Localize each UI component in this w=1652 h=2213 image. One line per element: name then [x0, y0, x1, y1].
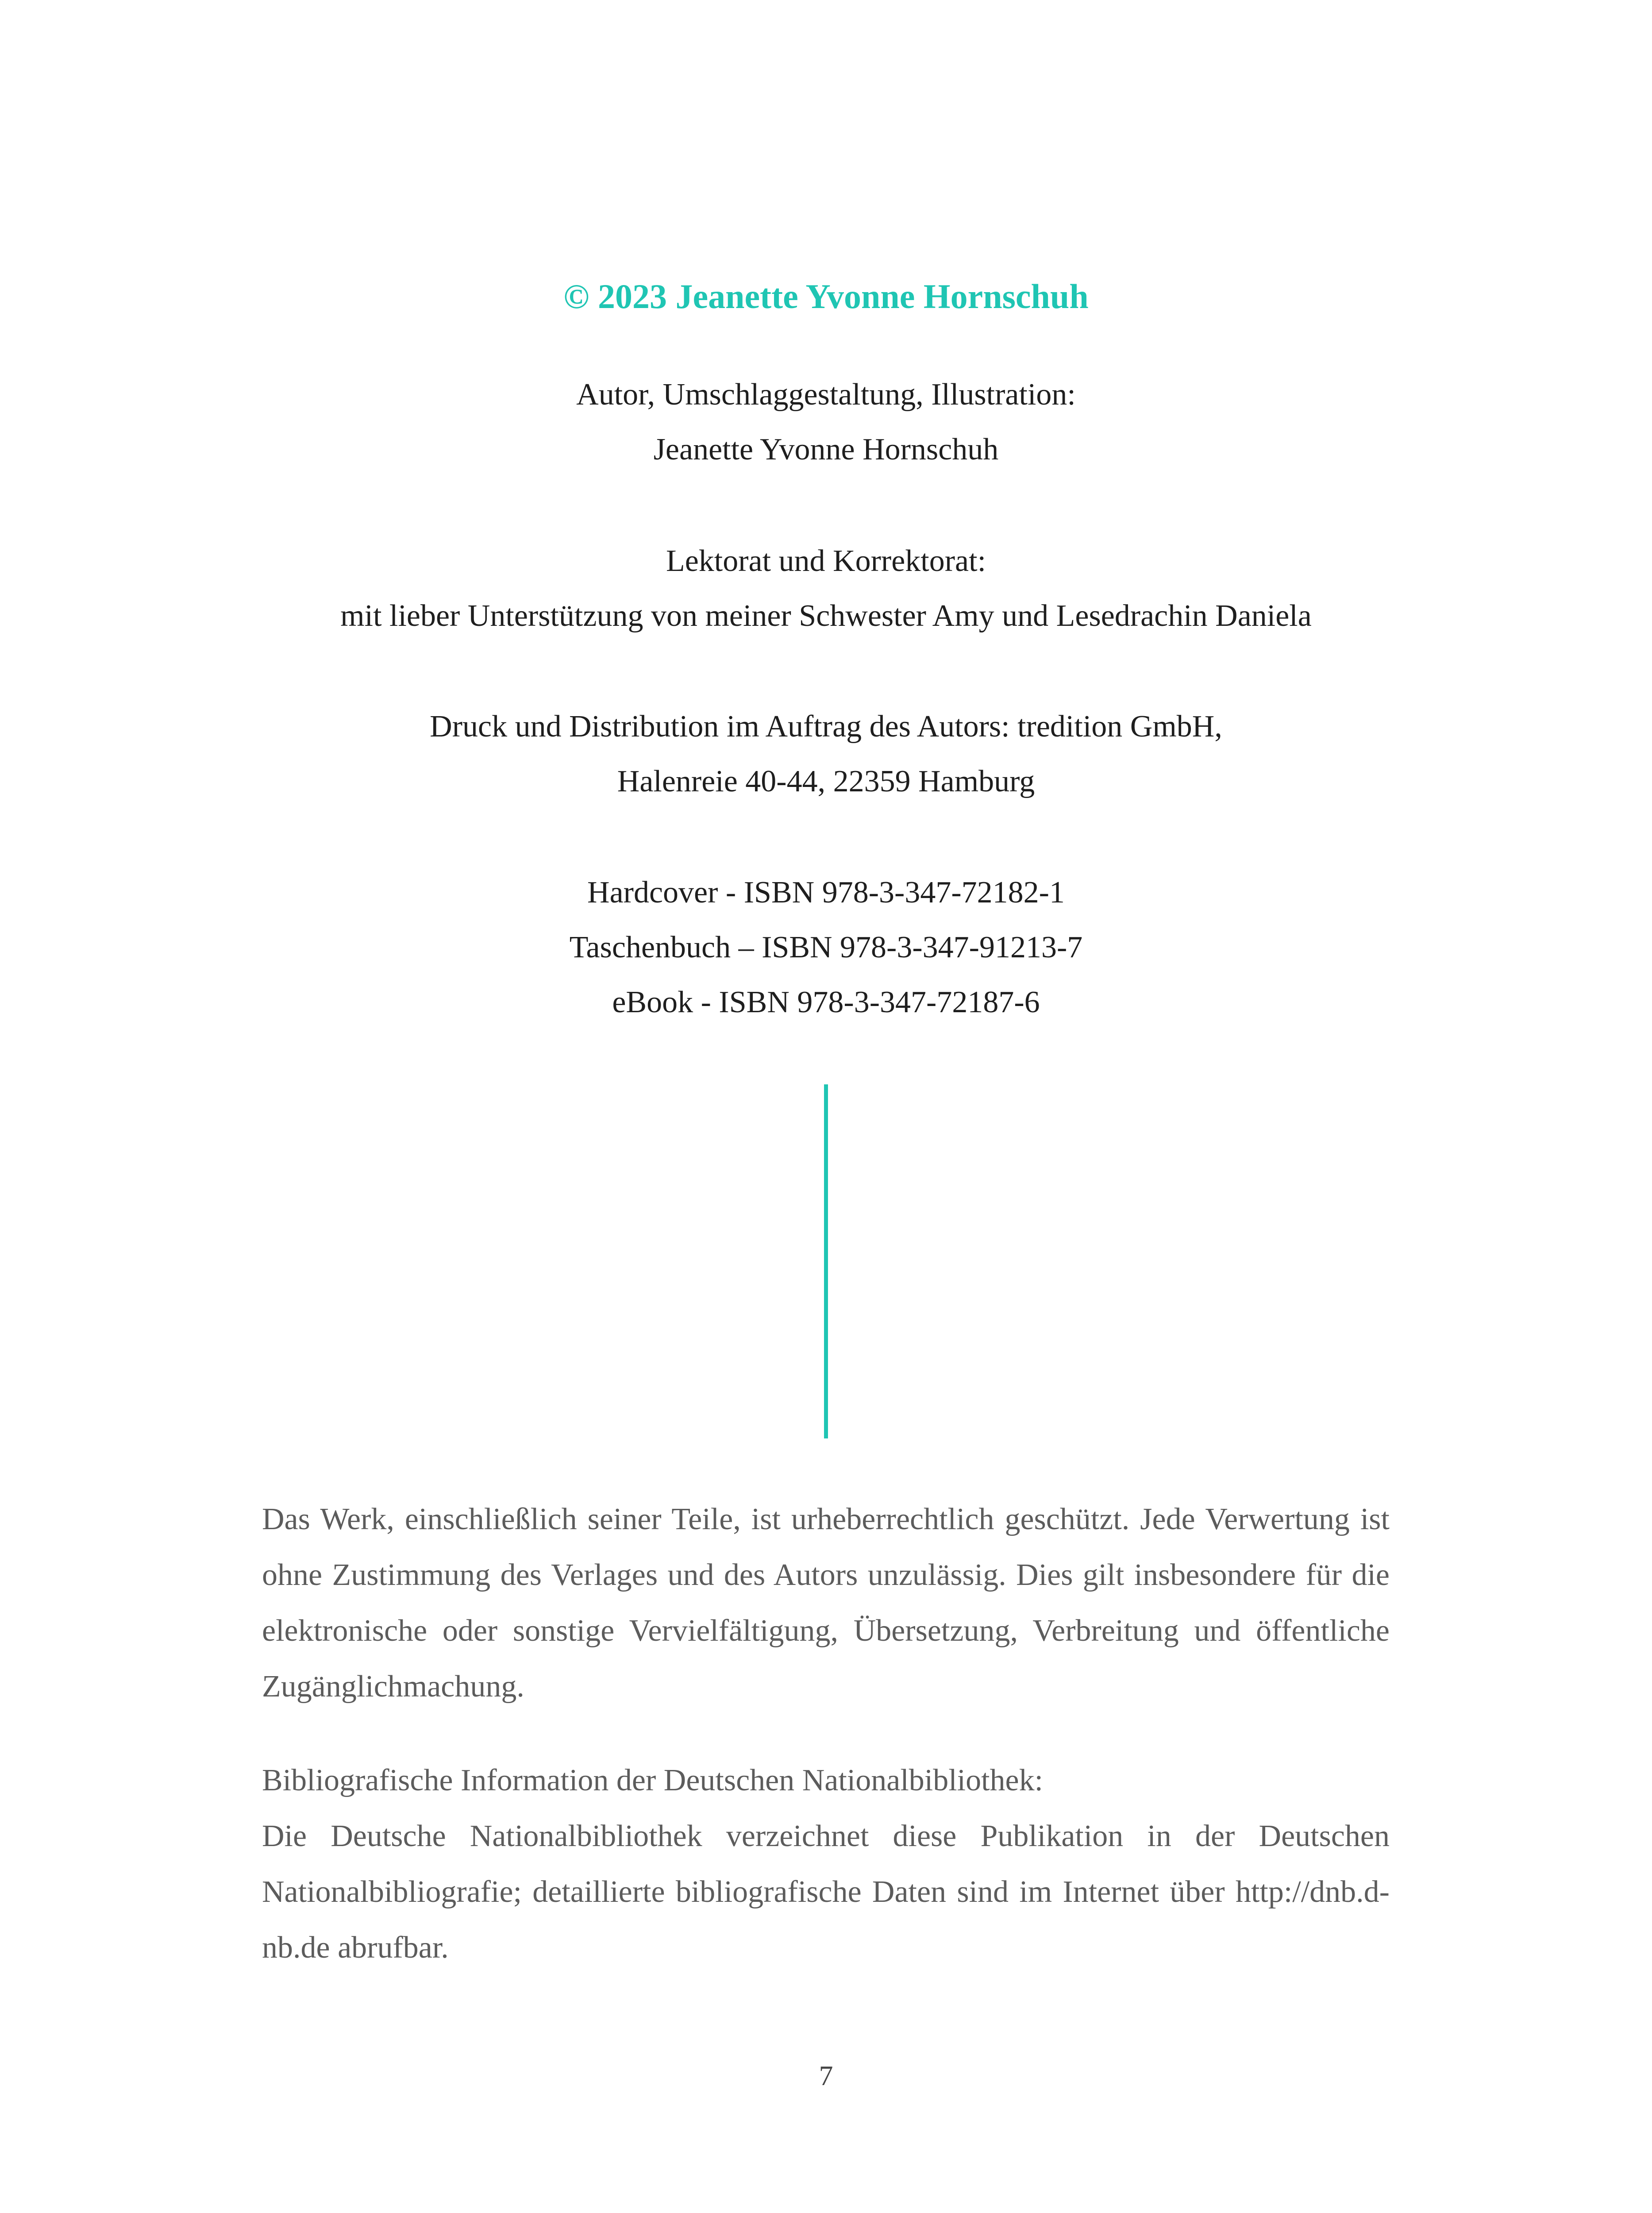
- credit-author-value: Jeanette Yvonne Hornschuh: [653, 432, 999, 467]
- credit-printing-address: Halenreie 40-44, 22359 Hamburg: [617, 764, 1035, 798]
- credit-editing: [0, 534, 1652, 644]
- bibliographic-information: [262, 1753, 1390, 1976]
- credit-author: [0, 367, 1652, 477]
- legal-notice-text: Das Werk, einschließlich seiner Teile, ist urheberrechtlich geschützt. Jede Verwertung ist ohne Zustimmung des Verlages und des Autors unzulässig. Dies gilt insbesondere für die elektronische oder sonstige Vervielfältigung, Übersetzung, Verbreitung und öffentliche Zugänglichmachung.: [262, 1502, 1390, 1704]
- isbn-ebook: eBook - ISBN 978-3-347-72187-6: [612, 985, 1040, 1019]
- page-number: 7: [819, 2060, 833, 2091]
- isbn-paperback: Taschenbuch – ISBN 978-3-347-91213-7: [569, 930, 1083, 964]
- copyright-notice: © 2023 Jeanette Yvonne Hornschuh: [563, 277, 1089, 316]
- credit-editing-label: Lektorat und Korrektorat:: [666, 544, 986, 578]
- credit-printing: [0, 699, 1652, 809]
- vertical-divider: [824, 1084, 828, 1438]
- isbn-hardcover: Hardcover - ISBN 978-3-347-72182-1: [587, 875, 1065, 910]
- copyright-legal-notice: [262, 1492, 1390, 1715]
- credit-author-label: Autor, Umschlaggestaltung, Illustration:: [576, 378, 1076, 412]
- isbn-list: [0, 865, 1652, 1030]
- credit-editing-value: mit lieber Unterstützung von meiner Schwester Amy und Lesedrachin Daniela: [340, 599, 1312, 633]
- credit-printing-label: Druck und Distribution im Auftrag des Autors: tredition GmbH,: [430, 709, 1222, 744]
- bibliographic-text: Die Deutsche Nationalbibliothek verzeichnet diese Publikation in der Deutschen Nationalbibliografie; detaillierte bibliografische Daten sind im Internet über http://dnb.d-nb.de abrufbar.: [262, 1819, 1390, 1965]
- bibliographic-heading: Bibliografische Information der Deutschen Nationalbibliothek:: [262, 1763, 1044, 1797]
